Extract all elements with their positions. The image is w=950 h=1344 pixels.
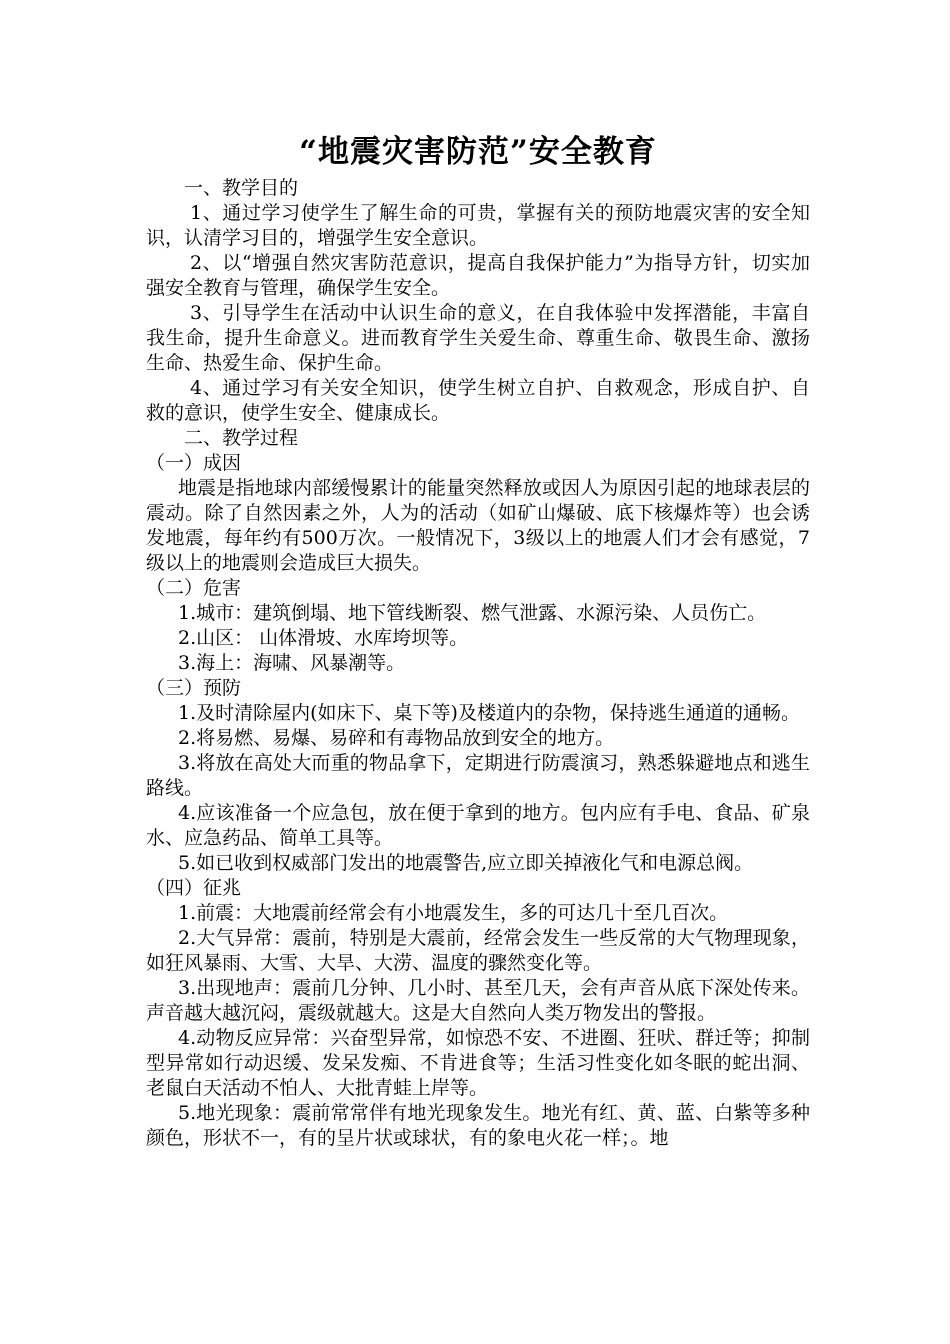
prevention-item-1: 1.及时清除屋内(如床下、桌下等)及楼道内的杂物，保持逃生通道的通畅。 (178, 702, 800, 724)
hazard-item-mountain: 2.山区： 山体滑坡、水库垮坝等。 (178, 627, 469, 649)
goal-item-3: 3、引导学生在活动中认识生命的意义，在自我体验中发挥潜能，丰富自我生命，提升生命意义。进而教育学生关爱生命、尊重生命、敬畏生命、激扬生命、热爱生命、保护生命。 (146, 302, 810, 374)
document-body (146, 128, 810, 1151)
hazard-item-city: 1.城市：建筑倒塌、地下管线断裂、燃气泄露、水源污染、人员伤亡。 (178, 602, 767, 624)
sign-item-5: 5.地光现象：震前常常伴有地光现象发生。地光有红、黄、蓝、白紫等多种颜色，形状不一，有的呈片状或球状，有的象电火花一样；。地 (146, 1102, 810, 1149)
goal-item-4: 4、通过学习有关安全知识，使学生树立自护、自救观念，形成自护、自救的意识，使学生安全、健康成长。 (146, 377, 810, 424)
prevention-item-2: 2.将易燃、易爆、易碎和有毒物品放到安全的地方。 (178, 727, 615, 749)
prevention-item-5: 5.如已收到权威部门发出的地震警告,应立即关掉液化气和电源总阀。 (178, 852, 754, 874)
prevention-item-3: 3.将放在高处大而重的物品拿下，定期进行防震演习，熟悉躲避地点和逃生路线。 (146, 752, 810, 799)
subheading-signs: （四）征兆 (146, 877, 242, 899)
goal-item-2: 2、以“增强自然灾害防范意识，提高自我保护能力”为指导方针，切实加强安全教育与管理，确保学生安全。 (146, 252, 810, 299)
sign-item-3: 3.出现地声：震前几分钟、几小时、甚至几天，会有声音从底下深处传来。声音越大越沉闷，震级就越大。这是大自然向人类万物发出的警报。 (146, 977, 810, 1024)
heading-teaching-goals: 一、教学目的 (184, 177, 299, 199)
subheading-prevention: （三）预防 (146, 677, 242, 699)
document-title: “地震灾害防范”安全教育 (299, 134, 657, 170)
sign-item-4: 4.动物反应异常：兴奋型异常，如惊恐不安、不进圈、狂吠、群迁等；抑制型异常如行动迟缓、发呆发痴、不肯进食等；生活习性变化如冬眠的蛇出洞、老鼠白天活动不怕人、大批青蛙上岸等。 (146, 1027, 810, 1099)
sign-item-1: 1.前震：大地震前经常会有小地震发生，多的可达几十至几百次。 (178, 902, 729, 924)
hazard-item-sea: 3.海上：海啸、风暴潮等。 (178, 652, 406, 674)
prevention-item-4: 4.应该准备一个应急包，放在便于拿到的地方。包内应有手电、食品、矿泉水、应急药品、简单工具等。 (146, 802, 810, 849)
subheading-hazards: （二）危害 (146, 577, 242, 599)
goal-item-1: 1、通过学习使学生了解生命的可贵，掌握有关的预防地震灾害的安全知识，认清学习目的，增强学生安全意识。 (146, 202, 810, 249)
paragraph-causes: 地震是指地球内部缓慢累计的能量突然释放或因人为原因引起的地球表层的震动。除了自然因素之外，人为的活动（如矿山爆破、底下核爆炸等）也会诱发地震，每年约有500万次。一般情况下，3级以上的地震人们才会有感觉，7级以上的地震则会造成巨大损失。 (146, 477, 810, 574)
subheading-causes: （一）成因 (146, 452, 242, 474)
heading-teaching-process: 二、教学过程 (184, 427, 299, 449)
sign-item-2: 2.大气异常：震前，特别是大震前，经常会发生一些反常的大气物理现象，如狂风暴雨、大雪、大旱、大涝、温度的骤然变化等。 (146, 927, 810, 974)
